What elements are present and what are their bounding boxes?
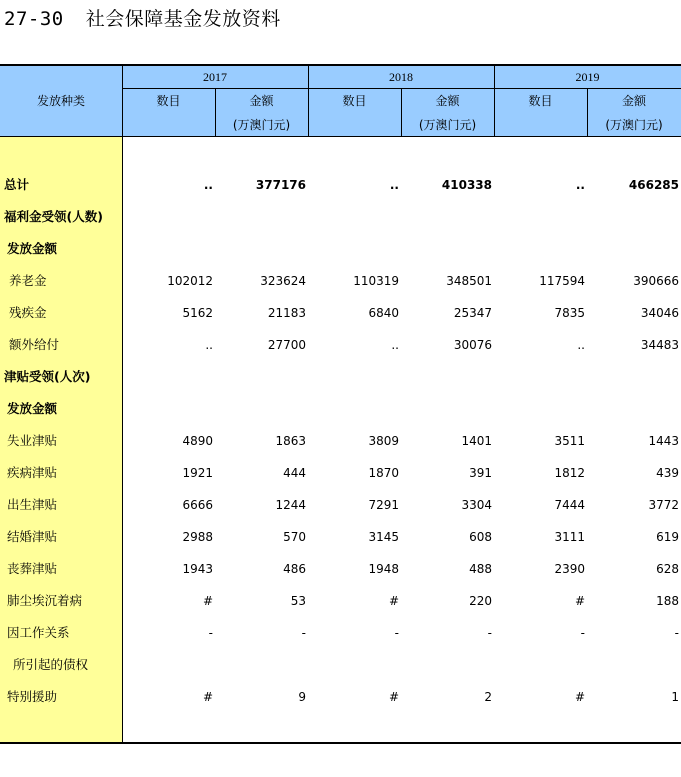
bottom-rule: [0, 742, 681, 744]
row-value: [402, 207, 492, 227]
row-value: [216, 367, 306, 387]
row-value: 9: [298, 690, 306, 704]
row-value: [589, 399, 679, 419]
col-divider-2017: [215, 88, 216, 137]
row-value: 3511: [554, 434, 585, 448]
row-value: 7835: [554, 306, 585, 320]
row-value: 466285: [628, 178, 679, 192]
row-value: [309, 207, 399, 227]
row-label: 丧葬津贴: [7, 561, 58, 576]
row-value: [495, 367, 585, 387]
header-year-2018: 2018: [389, 70, 413, 84]
header-category: 发放种类: [36, 94, 85, 108]
row-value: 3304: [461, 498, 492, 512]
row-value: 53: [290, 594, 306, 608]
row-value: #: [388, 594, 399, 608]
table-row: [0, 431, 681, 451]
row-value: 3772: [648, 498, 679, 512]
header-amount-2017: 金额: [249, 94, 274, 108]
row-value: 391: [469, 466, 492, 480]
row-value: [402, 399, 492, 419]
table-row: [0, 303, 681, 323]
row-value: 1948: [368, 562, 399, 576]
table-row: [0, 623, 681, 643]
row-label: 疾病津贴: [7, 465, 58, 480]
row-value: ..: [577, 338, 585, 352]
row-label: 特别援助: [7, 689, 58, 704]
row-value: 3145: [368, 530, 399, 544]
row-value: [123, 655, 213, 675]
row-value: [309, 655, 399, 675]
row-value: [123, 207, 213, 227]
row-value: 1812: [554, 466, 585, 480]
row-value: ..: [391, 338, 399, 352]
table-row: [0, 463, 681, 483]
row-value: 6840: [368, 306, 399, 320]
row-value: [123, 239, 213, 259]
row-value: 220: [469, 594, 492, 608]
row-label: 出生津贴: [7, 497, 58, 512]
row-value: 439: [656, 466, 679, 480]
row-value: ..: [205, 338, 213, 352]
row-value: -: [580, 626, 585, 640]
year-divider-1: [308, 65, 309, 137]
table-row: [0, 239, 681, 259]
row-value: 488: [469, 562, 492, 576]
row-value: 628: [656, 562, 679, 576]
row-value: ..: [389, 178, 399, 192]
row-value: 377176: [255, 178, 306, 192]
page-title: [4, 4, 281, 31]
header-year-2019: 2019: [575, 70, 600, 84]
row-value: [123, 367, 213, 387]
row-label: 因工作关系: [7, 625, 70, 640]
header-unit-2017: (万澳门元): [232, 118, 291, 132]
row-value: #: [388, 690, 399, 704]
row-label: 结婚津贴: [7, 529, 58, 544]
row-label: 养老金: [9, 273, 47, 288]
row-value: 2390: [554, 562, 585, 576]
row-value: [495, 655, 585, 675]
header-amount-2018: 金额: [435, 94, 460, 108]
row-value: 6666: [182, 498, 213, 512]
table-row: [0, 655, 681, 675]
row-value: 1943: [182, 562, 213, 576]
header-count-2018: 数目: [342, 94, 367, 108]
row-value: #: [574, 594, 585, 608]
table-row: [0, 399, 681, 419]
row-value: 348501: [446, 274, 492, 288]
row-value: 3809: [368, 434, 399, 448]
row-value: 570: [283, 530, 306, 544]
table-row: [0, 335, 681, 355]
row-value: 5162: [182, 306, 213, 320]
row-value: 102012: [167, 274, 213, 288]
row-value: 110319: [353, 274, 399, 288]
row-value: 390666: [633, 274, 679, 288]
row-value: [495, 399, 585, 419]
row-value: [589, 367, 679, 387]
row-label: 失业津贴: [7, 433, 58, 448]
table-title: 社会保障基金发放资料: [85, 8, 281, 30]
table-row: [0, 591, 681, 611]
row-value: 4890: [182, 434, 213, 448]
row-label: 发放金额: [7, 401, 58, 416]
row-value: [402, 655, 492, 675]
row-value: #: [202, 594, 213, 608]
row-label: 总计: [4, 177, 30, 192]
row-label: 残疾金: [9, 305, 47, 320]
row-value: 27700: [267, 338, 306, 352]
row-value: 1443: [648, 434, 679, 448]
table-row: [0, 207, 681, 227]
row-value: 7291: [368, 498, 399, 512]
row-value: -: [301, 626, 306, 640]
top-rule: [0, 64, 681, 66]
row-value: 1401: [461, 434, 492, 448]
row-value: [309, 367, 399, 387]
row-value: -: [674, 626, 679, 640]
header-unit-2018: (万澳门元): [418, 118, 477, 132]
header-count-2019: 数目: [528, 94, 553, 108]
row-value: 1863: [275, 434, 306, 448]
table-number: 27-30: [4, 8, 64, 30]
row-value: [589, 239, 679, 259]
row-value: 188: [656, 594, 679, 608]
row-value: 2: [484, 690, 492, 704]
row-label: 所引起的债权: [13, 657, 89, 672]
row-value: 323624: [260, 274, 306, 288]
row-value: 3111: [554, 530, 585, 544]
row-label: 津贴受领(人次): [4, 369, 91, 384]
row-label: 额外给付: [9, 337, 60, 352]
table-row: [0, 175, 681, 195]
row-value: [309, 399, 399, 419]
row-value: [402, 239, 492, 259]
header-bottom-rule: [0, 136, 681, 137]
row-value: [123, 399, 213, 419]
row-label: 发放金额: [7, 241, 58, 256]
row-value: 608: [469, 530, 492, 544]
row-value: #: [574, 690, 585, 704]
row-value: [402, 367, 492, 387]
table-row: [0, 495, 681, 515]
table-row: [0, 527, 681, 547]
row-value: 21183: [267, 306, 306, 320]
header-count-2017: 数目: [156, 94, 181, 108]
row-value: ..: [575, 178, 585, 192]
row-value: [216, 239, 306, 259]
table-row: [0, 559, 681, 579]
row-value: [589, 655, 679, 675]
year-divider-2: [494, 65, 495, 137]
row-value: 486: [283, 562, 306, 576]
row-value: -: [487, 626, 492, 640]
row-value: #: [202, 690, 213, 704]
row-value: [216, 207, 306, 227]
row-value: 25347: [453, 306, 492, 320]
row-value: 34483: [640, 338, 679, 352]
row-value: 444: [283, 466, 306, 480]
header-amount-2019: 金额: [621, 94, 646, 108]
row-value: [589, 207, 679, 227]
col-divider-2019: [587, 88, 588, 137]
row-value: 7444: [554, 498, 585, 512]
row-value: -: [394, 626, 399, 640]
row-value: 1921: [182, 466, 213, 480]
header-year-2017: 2017: [203, 70, 227, 84]
row-value: 34046: [640, 306, 679, 320]
row-label: 福利金受领(人数): [4, 209, 103, 224]
table-row: [0, 367, 681, 387]
row-value: [216, 399, 306, 419]
header-unit-2019: (万澳门元): [605, 118, 663, 132]
table-row: [0, 687, 681, 707]
col-divider-2018: [401, 88, 402, 137]
table-row: [0, 271, 681, 291]
row-value: 1: [671, 690, 679, 704]
row-value: [495, 207, 585, 227]
row-value: [309, 239, 399, 259]
row-value: 619: [656, 530, 679, 544]
row-label: 肺尘埃沉着病: [7, 593, 83, 608]
row-value: [216, 655, 306, 675]
row-value: [495, 239, 585, 259]
row-value: 1870: [368, 466, 399, 480]
row-value: 410338: [441, 178, 492, 192]
row-value: 1244: [275, 498, 306, 512]
row-value: -: [208, 626, 213, 640]
row-value: 30076: [453, 338, 492, 352]
row-value: ..: [203, 178, 213, 192]
row-value: 117594: [539, 274, 585, 288]
row-value: 2988: [182, 530, 213, 544]
